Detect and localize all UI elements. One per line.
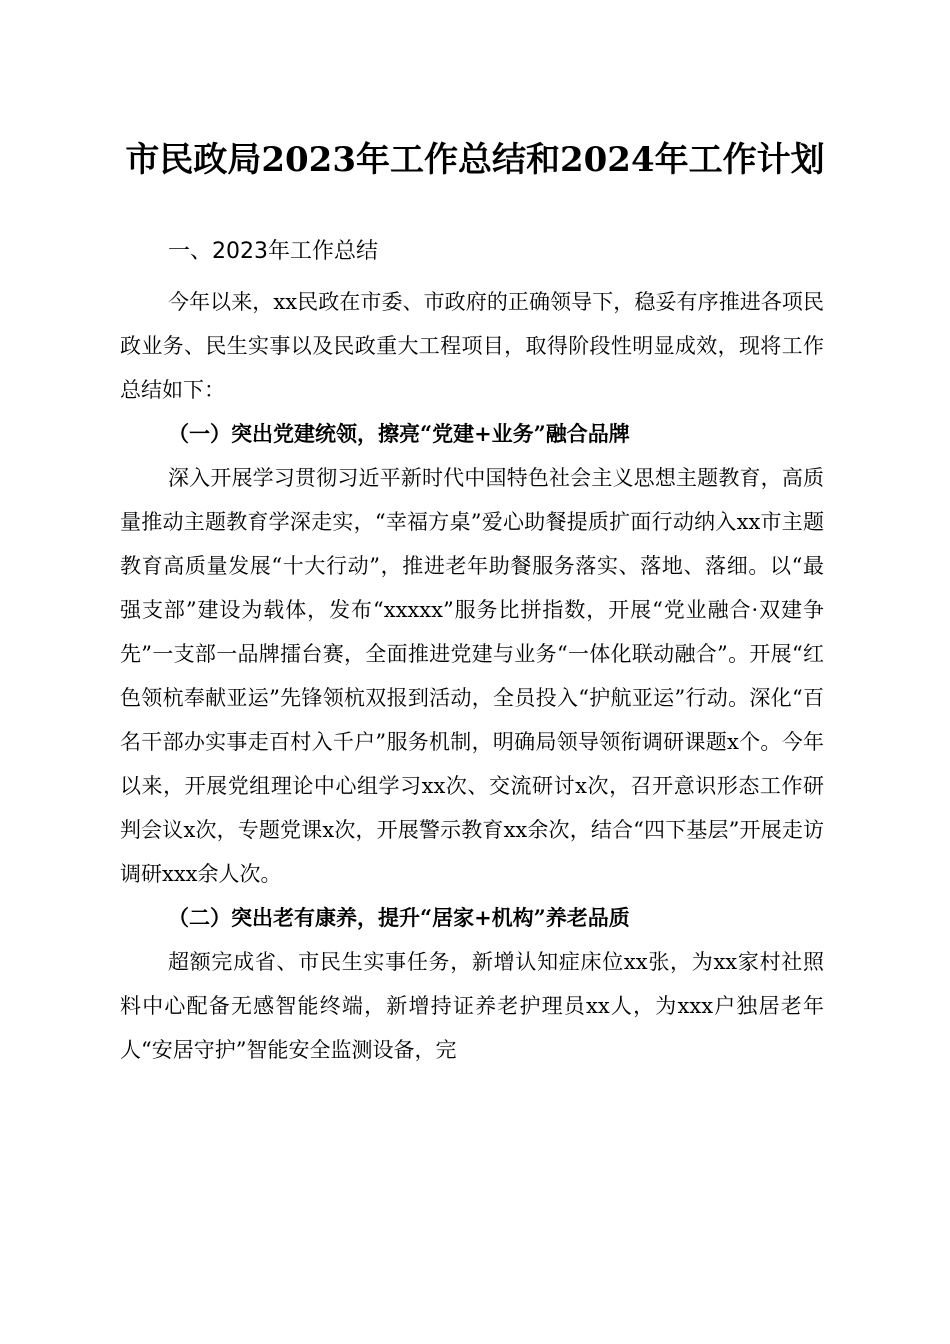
elderly-care-paragraph: 超额完成省、市民生实事任务，新增认知症床位xx张，为xx家村社照料中心配备无感智能终端，新增持证养老护理员xx人，为xxx户独居老年人“安居守护”智能安全监测设备，完 [120, 950, 824, 1062]
intro-paragraph: 今年以来，xx民政在市委、市政府的正确领导下，稳妥有序推进各项民政业务、民生实事以及民政重大工程项目，取得阶段性明显成效，现将工作总结如下： [120, 290, 824, 402]
document-body [120, 230, 824, 1072]
party-building-paragraph: 深入开展学习贯彻习近平新时代中国特色社会主义思想主题教育，高质量推动主题教育学深走实，“幸福方桌”爱心助餐提质扩面行动纳入xx市主题教育高质量发展“十大行动”，推进老年助餐服务落实、落地、落细。以“最强支部”建设为载体，发布“xxxxx”服务比拼指数，开展“党业融合·双建争先”一支部一品牌擂台赛，全面推进党建与业务“一体化联动融合”。开展“红色领杭奉献亚运”先锋领杭双报到活动，全员投入“护航亚运”行动。深化“百名干部办实事走百村入千户”服务机制，明确局领导领衔调研课题x个。今年以来，开展党组理论中心组学习xx次、交流研讨x次，召开意识形态工作研判会议x次，专题党课x次，开展警示教育xx余次，结合“四下基层”开展走访调研xxx余人次。 [120, 466, 824, 886]
document-title: 市民政局2023年工作总结和2024年工作计划 [125, 140, 825, 180]
subsection-heading-elderly-care: （二）突出老有康养，提升“居家+机构”养老品质 [168, 905, 630, 930]
section-heading-work-summary: 一、2023年工作总结 [168, 239, 378, 264]
subsection-heading-party-building: （一）突出党建统领，擦亮“党建+业务”融合品牌 [168, 421, 630, 446]
